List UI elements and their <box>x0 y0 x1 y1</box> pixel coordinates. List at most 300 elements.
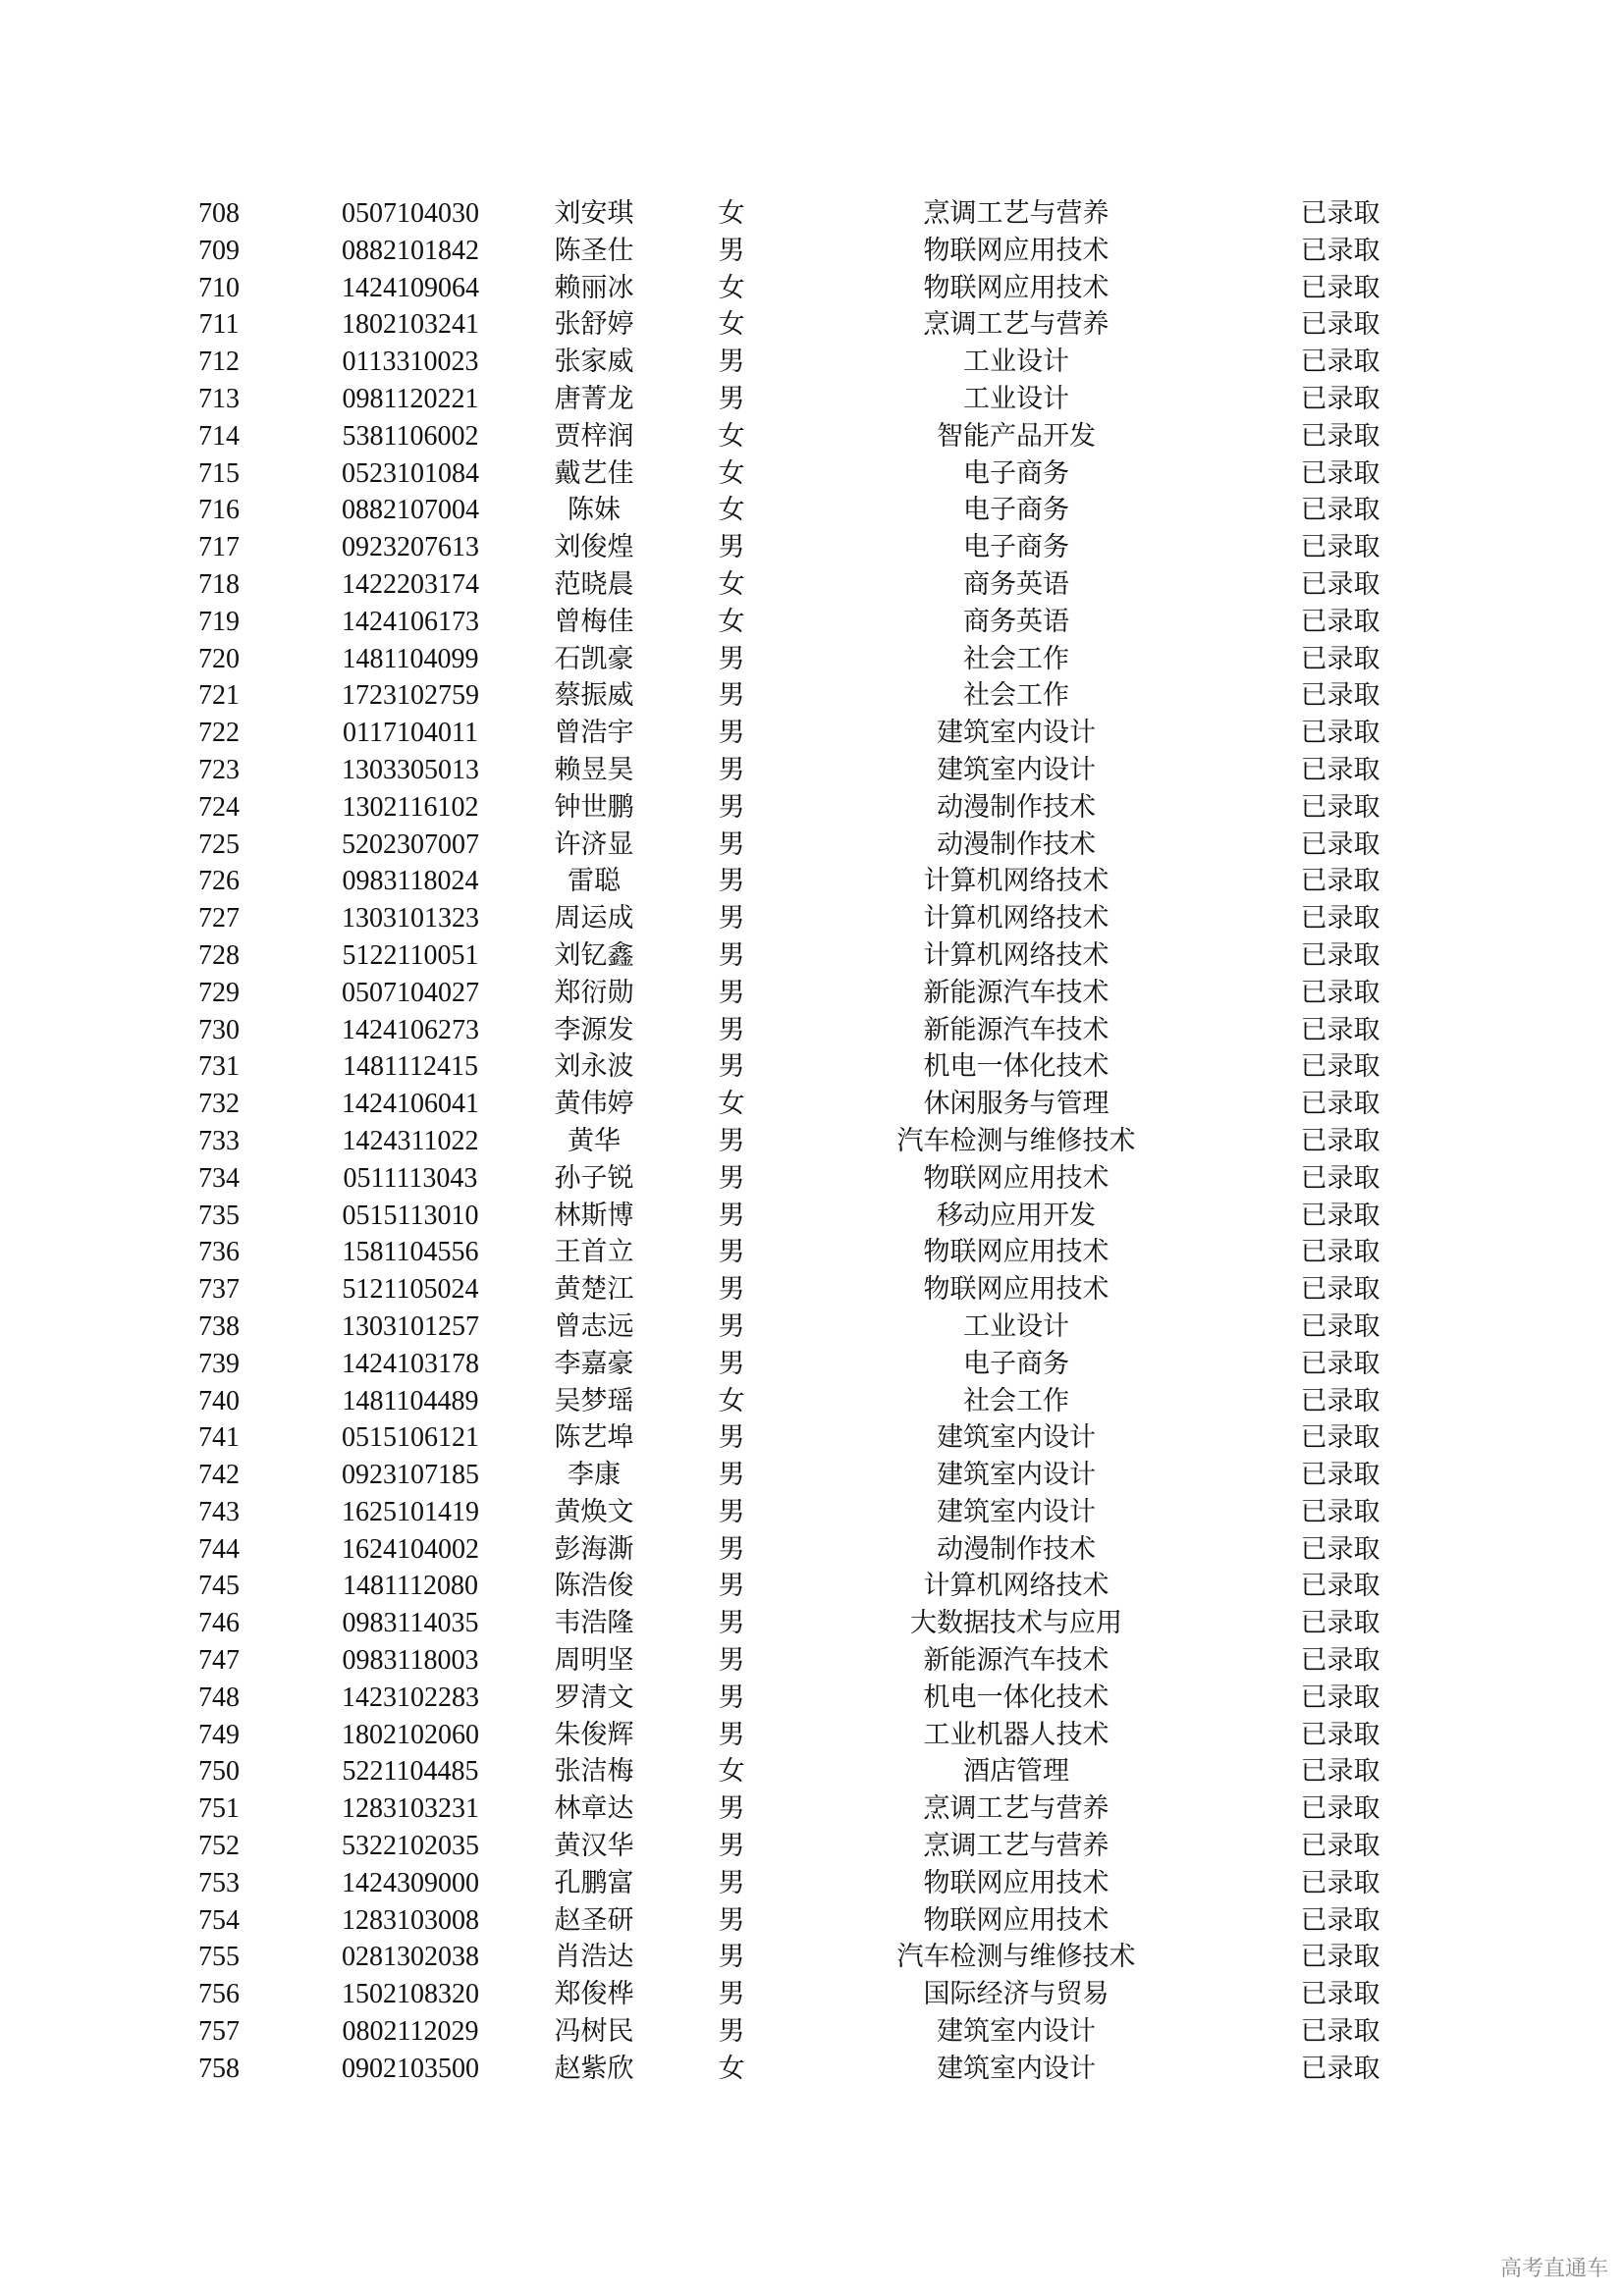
candidate-id: 0507104030 <box>342 198 479 229</box>
admitted-major: 移动应用开发 <box>937 1200 1096 1231</box>
row-number: 744 <box>198 1533 240 1565</box>
student-name: 张家威 <box>554 347 634 378</box>
candidate-id: 0117104011 <box>343 718 478 749</box>
table-row <box>0 1198 1624 1235</box>
row-number: 753 <box>198 1867 240 1898</box>
student-gender: 男 <box>718 1310 745 1342</box>
row-number: 748 <box>198 1682 240 1713</box>
candidate-id: 1624104002 <box>342 1533 479 1565</box>
table-row <box>0 975 1624 1012</box>
admission-status: 已录取 <box>1300 235 1380 266</box>
student-name: 雷聪 <box>568 866 621 897</box>
admission-status: 已录取 <box>1300 754 1380 785</box>
row-number: 757 <box>198 2016 240 2048</box>
admission-status: 已录取 <box>1300 198 1380 229</box>
admission-status: 已录取 <box>1300 1904 1380 1936</box>
table-row <box>0 1346 1624 1383</box>
candidate-id: 0523101084 <box>342 457 479 489</box>
student-gender: 男 <box>718 1274 745 1306</box>
admitted-major: 物联网应用技术 <box>923 1237 1110 1268</box>
candidate-id: 0902103500 <box>342 2053 479 2084</box>
student-name: 陈圣仕 <box>554 235 634 266</box>
candidate-id: 0882101842 <box>342 235 479 266</box>
admission-status: 已录取 <box>1300 1237 1380 1268</box>
candidate-id: 0113310023 <box>342 347 479 378</box>
candidate-id: 1502108320 <box>342 1979 479 2010</box>
admission-status: 已录取 <box>1300 420 1380 452</box>
student-name: 石凯豪 <box>554 643 634 674</box>
admitted-major: 建筑室内设计 <box>937 1496 1096 1527</box>
row-number: 735 <box>198 1200 240 1231</box>
admitted-major: 烹调工艺与营养 <box>923 309 1110 341</box>
table-row <box>0 1383 1624 1420</box>
admission-status: 已录取 <box>1300 383 1380 414</box>
admitted-major: 建筑室内设计 <box>937 754 1096 785</box>
candidate-id: 1424106173 <box>342 606 479 637</box>
student-gender: 男 <box>718 1904 745 1936</box>
admission-status: 已录取 <box>1300 1571 1380 1602</box>
admission-status: 已录取 <box>1300 2053 1380 2084</box>
table-row <box>0 1976 1624 2013</box>
student-gender: 男 <box>718 2016 745 2048</box>
student-name: 彭海澌 <box>554 1533 634 1565</box>
row-number: 745 <box>198 1571 240 1602</box>
student-name: 周明坚 <box>554 1645 634 1677</box>
student-gender: 男 <box>718 1682 745 1713</box>
admission-status: 已录取 <box>1300 568 1380 600</box>
admission-status: 已录取 <box>1300 606 1380 637</box>
candidate-id: 0802112029 <box>342 2016 479 2048</box>
table-row <box>0 566 1624 604</box>
student-name: 赵紫欣 <box>554 2053 634 2084</box>
student-name: 刘俊煌 <box>554 532 634 563</box>
admission-status: 已录取 <box>1300 1831 1380 1862</box>
student-gender: 女 <box>718 1756 745 1788</box>
table-row <box>0 195 1624 233</box>
admission-status: 已录取 <box>1300 495 1380 526</box>
student-gender: 男 <box>718 791 745 823</box>
table-row <box>0 1828 1624 1865</box>
candidate-id: 1303305013 <box>342 754 479 785</box>
student-gender: 男 <box>718 383 745 414</box>
candidate-id: 1424103178 <box>342 1348 479 1379</box>
admission-status: 已录取 <box>1300 903 1380 934</box>
student-gender: 男 <box>718 1014 745 1045</box>
student-gender: 男 <box>718 1793 745 1825</box>
candidate-id: 0515106121 <box>342 1422 479 1454</box>
admission-status: 已录取 <box>1300 1867 1380 1898</box>
student-gender: 男 <box>718 532 745 563</box>
student-name: 吴梦瑶 <box>554 1385 634 1416</box>
admission-status: 已录取 <box>1300 1162 1380 1194</box>
row-number: 720 <box>198 643 240 674</box>
student-name: 曾浩宇 <box>554 718 634 749</box>
admitted-major: 物联网应用技术 <box>923 272 1110 303</box>
admitted-major: 机电一体化技术 <box>923 1682 1110 1713</box>
table-row <box>0 1494 1624 1531</box>
row-number: 723 <box>198 754 240 785</box>
table-row <box>0 789 1624 827</box>
student-gender: 男 <box>718 1533 745 1565</box>
student-name: 黄楚江 <box>554 1274 634 1306</box>
student-name: 陈妹 <box>568 495 621 526</box>
admission-status: 已录取 <box>1300 1942 1380 1973</box>
admitted-major: 电子商务 <box>963 457 1069 489</box>
row-number: 740 <box>198 1385 240 1416</box>
table-row <box>0 1160 1624 1198</box>
candidate-id: 0983118003 <box>342 1645 479 1677</box>
admission-status: 已录取 <box>1300 272 1380 303</box>
admitted-major: 酒店管理 <box>963 1756 1069 1788</box>
student-gender: 男 <box>718 1979 745 2010</box>
candidate-id: 0983118024 <box>342 866 479 897</box>
student-name: 陈艺埠 <box>554 1422 634 1454</box>
table-row <box>0 1865 1624 1902</box>
admitted-major: 国际经济与贸易 <box>923 1979 1110 2010</box>
student-gender: 男 <box>718 1719 745 1750</box>
candidate-id: 1424309000 <box>342 1867 479 1898</box>
table-row <box>0 937 1624 975</box>
student-gender: 男 <box>718 828 745 860</box>
admitted-major: 计算机网络技术 <box>923 1571 1110 1602</box>
admitted-major: 动漫制作技术 <box>937 1533 1096 1565</box>
candidate-id: 1802102060 <box>342 1719 479 1750</box>
candidate-id: 1283103231 <box>342 1793 479 1825</box>
student-gender: 男 <box>718 680 745 712</box>
table-row <box>0 306 1624 344</box>
table-row <box>0 827 1624 864</box>
admitted-major: 智能产品开发 <box>937 420 1096 452</box>
admitted-major: 物联网应用技术 <box>923 1867 1110 1898</box>
candidate-id: 0882107004 <box>342 495 479 526</box>
admission-status: 已录取 <box>1300 1793 1380 1825</box>
admitted-major: 建筑室内设计 <box>937 2053 1096 2084</box>
candidate-id: 5121105024 <box>342 1274 479 1306</box>
row-number: 728 <box>198 939 240 971</box>
row-number: 751 <box>198 1793 240 1825</box>
admission-status: 已录取 <box>1300 1645 1380 1677</box>
admitted-major: 烹调工艺与营养 <box>923 1793 1110 1825</box>
admitted-major: 计算机网络技术 <box>923 903 1110 934</box>
table-row <box>0 492 1624 529</box>
candidate-id: 5202307007 <box>342 828 479 860</box>
admitted-major: 新能源汽车技术 <box>923 977 1110 1008</box>
admission-status: 已录取 <box>1300 1533 1380 1565</box>
student-name: 孔鹏富 <box>554 1867 634 1898</box>
table-row <box>0 863 1624 900</box>
student-name: 李嘉豪 <box>554 1348 634 1379</box>
candidate-id: 1422203174 <box>342 568 479 600</box>
candidate-id: 0511113043 <box>343 1162 478 1194</box>
row-number: 750 <box>198 1756 240 1788</box>
admitted-major: 建筑室内设计 <box>937 1422 1096 1454</box>
row-number: 724 <box>198 791 240 823</box>
table-row <box>0 1642 1624 1680</box>
admission-status: 已录取 <box>1300 1422 1380 1454</box>
admission-status: 已录取 <box>1300 1756 1380 1788</box>
admission-status: 已录取 <box>1300 2016 1380 2048</box>
student-name: 黄汉华 <box>554 1831 634 1862</box>
row-number: 712 <box>198 347 240 378</box>
row-number: 710 <box>198 272 240 303</box>
candidate-id: 1423102283 <box>342 1682 479 1713</box>
student-name: 赖丽冰 <box>554 272 634 303</box>
candidate-id: 5381106002 <box>342 420 479 452</box>
candidate-id: 1302116102 <box>342 791 479 823</box>
student-name: 朱俊辉 <box>554 1719 634 1750</box>
table-row <box>0 1048 1624 1086</box>
row-number: 758 <box>198 2053 240 2084</box>
student-name: 黄伟婷 <box>554 1089 634 1120</box>
student-gender: 女 <box>718 495 745 526</box>
row-number: 738 <box>198 1310 240 1342</box>
row-number: 749 <box>198 1719 240 1750</box>
admission-status: 已录取 <box>1300 718 1380 749</box>
student-name: 黄华 <box>568 1125 621 1156</box>
student-name: 钟世鹏 <box>554 791 634 823</box>
student-gender: 女 <box>718 198 745 229</box>
admission-status: 已录取 <box>1300 1200 1380 1231</box>
admitted-major: 物联网应用技术 <box>923 1904 1110 1936</box>
candidate-id: 5221104485 <box>342 1756 479 1788</box>
student-name: 林斯博 <box>554 1200 634 1231</box>
student-name: 张洁梅 <box>554 1756 634 1788</box>
admitted-major: 新能源汽车技术 <box>923 1014 1110 1045</box>
candidate-id: 0515113010 <box>342 1200 479 1231</box>
row-number: 714 <box>198 420 240 452</box>
row-number: 729 <box>198 977 240 1008</box>
admitted-major: 烹调工艺与营养 <box>923 198 1110 229</box>
row-number: 733 <box>198 1125 240 1156</box>
row-number: 717 <box>198 532 240 563</box>
student-name: 刘永波 <box>554 1051 634 1083</box>
student-name: 韦浩隆 <box>554 1608 634 1639</box>
table-row <box>0 1568 1624 1605</box>
student-name: 许济显 <box>554 828 634 860</box>
row-number: 756 <box>198 1979 240 2010</box>
table-row <box>0 1717 1624 1754</box>
table-row <box>0 1680 1624 1717</box>
admission-status: 已录取 <box>1300 1051 1380 1083</box>
admission-table <box>0 195 1624 2088</box>
admission-status: 已录取 <box>1300 1089 1380 1120</box>
candidate-id: 0507104027 <box>342 977 479 1008</box>
row-number: 732 <box>198 1089 240 1120</box>
candidate-id: 1424109064 <box>342 272 479 303</box>
student-gender: 男 <box>718 643 745 674</box>
student-gender: 男 <box>718 866 745 897</box>
admitted-major: 物联网应用技术 <box>923 1274 1110 1306</box>
student-gender: 女 <box>718 2053 745 2084</box>
row-number: 721 <box>198 680 240 712</box>
admitted-major: 烹调工艺与营养 <box>923 1831 1110 1862</box>
row-number: 708 <box>198 198 240 229</box>
student-name: 张舒婷 <box>554 309 634 341</box>
student-name: 李源发 <box>554 1014 634 1045</box>
admission-status: 已录取 <box>1300 680 1380 712</box>
candidate-id: 1481104489 <box>342 1385 479 1416</box>
table-row <box>0 418 1624 455</box>
table-row <box>0 1012 1624 1049</box>
student-name: 赖昱昊 <box>554 754 634 785</box>
admitted-major: 物联网应用技术 <box>923 1162 1110 1194</box>
candidate-id: 1303101257 <box>342 1310 479 1342</box>
student-gender: 男 <box>718 1348 745 1379</box>
admitted-major: 休闲服务与管理 <box>923 1089 1110 1120</box>
student-name: 蔡振威 <box>554 680 634 712</box>
student-name: 曾梅佳 <box>554 606 634 637</box>
student-gender: 女 <box>718 606 745 637</box>
row-number: 752 <box>198 1831 240 1862</box>
row-number: 716 <box>198 495 240 526</box>
table-row <box>0 1271 1624 1308</box>
row-number: 725 <box>198 828 240 860</box>
admission-status: 已录取 <box>1300 1125 1380 1156</box>
admission-status: 已录取 <box>1300 643 1380 674</box>
student-gender: 男 <box>718 1422 745 1454</box>
student-gender: 男 <box>718 347 745 378</box>
table-row <box>0 2051 1624 2088</box>
row-number: 727 <box>198 903 240 934</box>
student-name: 贾梓润 <box>554 420 634 452</box>
student-name: 罗清文 <box>554 1682 634 1713</box>
table-row <box>0 604 1624 641</box>
admitted-major: 计算机网络技术 <box>923 866 1110 897</box>
admitted-major: 物联网应用技术 <box>923 235 1110 266</box>
admission-status: 已录取 <box>1300 866 1380 897</box>
candidate-id: 0981120221 <box>342 383 479 414</box>
student-gender: 男 <box>718 1237 745 1268</box>
admitted-major: 工业设计 <box>963 1310 1069 1342</box>
admission-status: 已录取 <box>1300 791 1380 823</box>
table-body <box>0 195 1624 2088</box>
row-number: 726 <box>198 866 240 897</box>
row-number: 722 <box>198 718 240 749</box>
student-gender: 女 <box>718 309 745 341</box>
student-gender: 男 <box>718 1496 745 1527</box>
student-gender: 男 <box>718 1571 745 1602</box>
student-name: 黄焕文 <box>554 1496 634 1527</box>
student-gender: 男 <box>718 1608 745 1639</box>
admitted-major: 社会工作 <box>963 643 1069 674</box>
table-row <box>0 344 1624 381</box>
candidate-id: 1424311022 <box>342 1125 479 1156</box>
table-row <box>0 1419 1624 1457</box>
student-name: 戴艺佳 <box>554 457 634 489</box>
table-row <box>0 1123 1624 1160</box>
student-gender: 男 <box>718 1942 745 1973</box>
candidate-id: 1625101419 <box>342 1496 479 1527</box>
student-gender: 男 <box>718 1645 745 1677</box>
row-number: 715 <box>198 457 240 489</box>
admission-status: 已录取 <box>1300 1608 1380 1639</box>
table-row <box>0 1605 1624 1642</box>
candidate-id: 1424106041 <box>342 1089 479 1120</box>
admitted-major: 建筑室内设计 <box>937 2016 1096 2048</box>
table-row <box>0 270 1624 307</box>
admitted-major: 汽车检测与维修技术 <box>896 1125 1136 1156</box>
student-name: 孙子锐 <box>554 1162 634 1194</box>
candidate-id: 0923207613 <box>342 532 479 563</box>
admitted-major: 机电一体化技术 <box>923 1051 1110 1083</box>
table-row <box>0 715 1624 752</box>
student-gender: 女 <box>718 1089 745 1120</box>
row-number: 741 <box>198 1422 240 1454</box>
student-gender: 男 <box>718 1200 745 1231</box>
table-row <box>0 455 1624 493</box>
student-name: 唐菁龙 <box>554 383 634 414</box>
student-name: 陈浩俊 <box>554 1571 634 1602</box>
admitted-major: 社会工作 <box>963 1385 1069 1416</box>
row-number: 709 <box>198 235 240 266</box>
candidate-id: 1802103241 <box>342 309 479 341</box>
student-gender: 男 <box>718 754 745 785</box>
table-row <box>0 2013 1624 2051</box>
admission-status: 已录取 <box>1300 1310 1380 1342</box>
table-row <box>0 381 1624 418</box>
admission-status: 已录取 <box>1300 1979 1380 2010</box>
candidate-id: 1723102759 <box>342 680 479 712</box>
candidate-id: 1581104556 <box>342 1237 479 1268</box>
student-gender: 男 <box>718 977 745 1008</box>
admitted-major: 商务英语 <box>963 568 1069 600</box>
candidate-id: 5322102035 <box>342 1831 479 1862</box>
row-number: 754 <box>198 1904 240 1936</box>
admitted-major: 工业设计 <box>963 347 1069 378</box>
row-number: 713 <box>198 383 240 414</box>
table-row <box>0 900 1624 937</box>
admitted-major: 电子商务 <box>963 495 1069 526</box>
row-number: 719 <box>198 606 240 637</box>
admission-status: 已录取 <box>1300 532 1380 563</box>
student-name: 曾志远 <box>554 1310 634 1342</box>
row-number: 746 <box>198 1608 240 1639</box>
row-number: 755 <box>198 1942 240 1973</box>
student-name: 林章达 <box>554 1793 634 1825</box>
student-name: 王首立 <box>554 1237 634 1268</box>
row-number: 742 <box>198 1460 240 1491</box>
admitted-major: 新能源汽车技术 <box>923 1645 1110 1677</box>
row-number: 731 <box>198 1051 240 1083</box>
student-gender: 男 <box>718 903 745 934</box>
student-name: 冯树民 <box>554 2016 634 2048</box>
student-gender: 女 <box>718 1385 745 1416</box>
student-gender: 男 <box>718 1162 745 1194</box>
table-row <box>0 1753 1624 1790</box>
admission-status: 已录取 <box>1300 347 1380 378</box>
admission-status: 已录取 <box>1300 1719 1380 1750</box>
candidate-id: 1424106273 <box>342 1014 479 1045</box>
admitted-major: 汽车检测与维修技术 <box>896 1942 1136 1973</box>
table-row <box>0 1234 1624 1271</box>
admission-status: 已录取 <box>1300 828 1380 860</box>
student-name: 肖浩达 <box>554 1942 634 1973</box>
admitted-major: 电子商务 <box>963 532 1069 563</box>
admission-status: 已录取 <box>1300 977 1380 1008</box>
admission-status: 已录取 <box>1300 1348 1380 1379</box>
row-number: 739 <box>198 1348 240 1379</box>
admission-status: 已录取 <box>1300 1014 1380 1045</box>
candidate-id: 0923107185 <box>342 1460 479 1491</box>
candidate-id: 0281302038 <box>342 1942 479 1973</box>
candidate-id: 1481104099 <box>342 643 479 674</box>
student-gender: 男 <box>718 1125 745 1156</box>
admission-status: 已录取 <box>1300 1385 1380 1416</box>
admission-status: 已录取 <box>1300 1682 1380 1713</box>
student-name: 刘钇鑫 <box>554 939 634 971</box>
admitted-major: 大数据技术与应用 <box>910 1608 1122 1639</box>
student-gender: 男 <box>718 1460 745 1491</box>
